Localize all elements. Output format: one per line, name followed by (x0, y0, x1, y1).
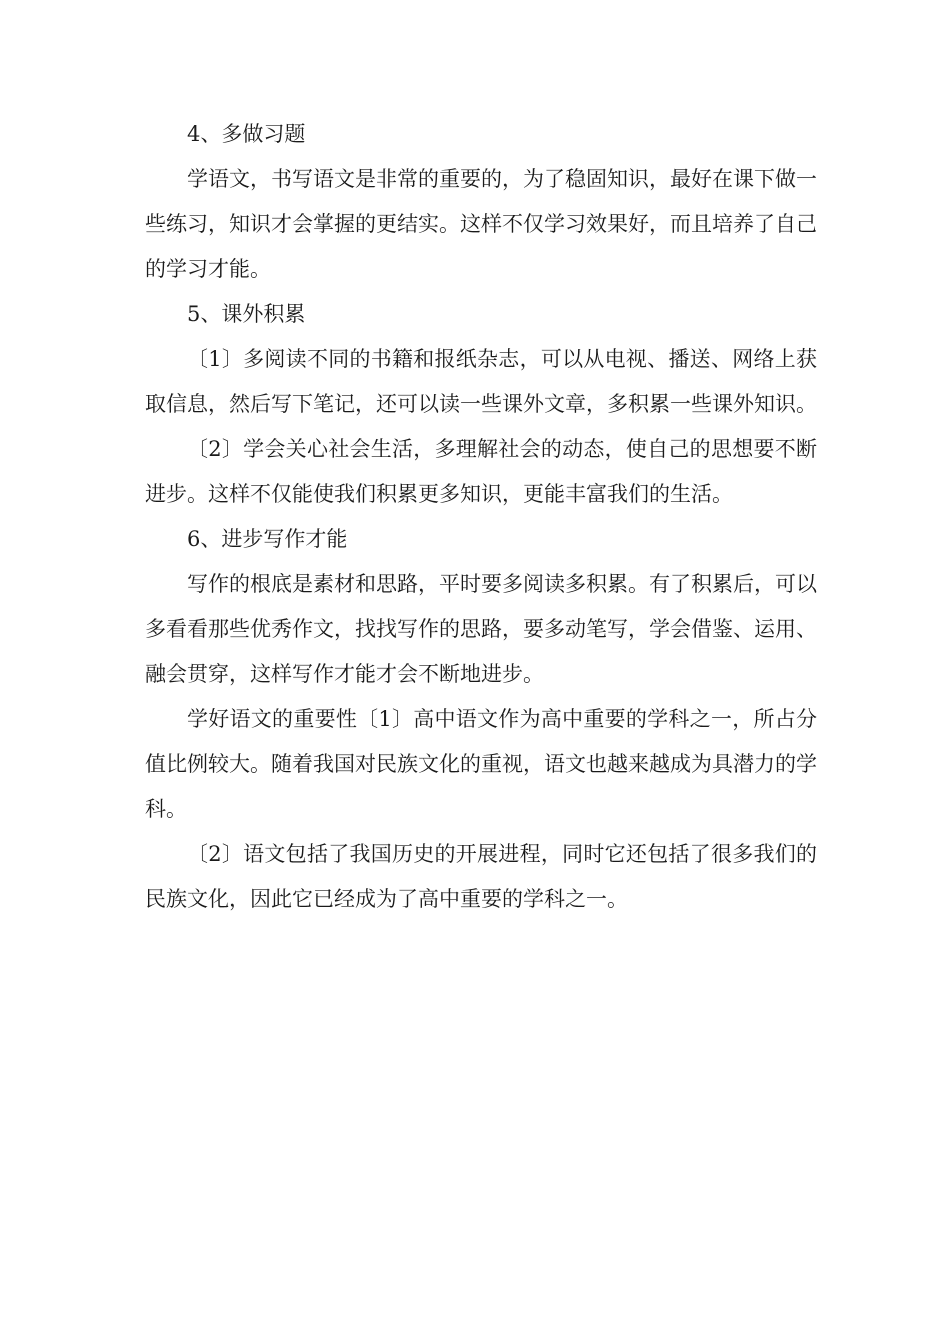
paragraph-reading: 〔1〕多阅读不同的书籍和报纸杂志，可以从电视、播送、网络上获取信息，然后写下笔记，还可以读一些课外文章，多积累一些课外知识。 (145, 347, 817, 416)
paragraph-importance-2: 〔2〕语文包括了我国历史的开展进程，同时它还包括了很多我们的民族文化，因此它已经成为了高中重要的学科之一。 (145, 842, 817, 911)
paragraph-writing: 写作的根底是素材和思路，平时要多阅读多积累。有了积累后，可以多看看那些优秀作文，找找写作的思路，要多动笔写，学会借鉴、运用、融会贯穿，这样写作才能才会不断地进步。 (145, 572, 817, 686)
paragraph-society: 〔2〕学会关心社会生活，多理解社会的动态，使自己的思想要不断进步。这样不仅能使我们积累更多知识，更能丰富我们的生活。 (145, 437, 817, 506)
paragraph-importance-1: 学好语文的重要性〔1〕高中语文作为高中重要的学科之一，所占分值比例较大。随着我国对民族文化的重视，语文也越来越成为具潜力的学科。 (145, 707, 817, 821)
section-heading-6: 6、进步写作才能 (187, 527, 348, 551)
section-heading-5: 5、课外积累 (187, 302, 306, 326)
document-body (145, 112, 817, 922)
paragraph-practice: 学语文，书写语文是非常的重要的，为了稳固知识，最好在课下做一些练习，知识才会掌握的更结实。这样不仅学习效果好，而且培养了自己的学习才能。 (145, 167, 817, 281)
section-heading-4: 4、多做习题 (187, 122, 306, 146)
